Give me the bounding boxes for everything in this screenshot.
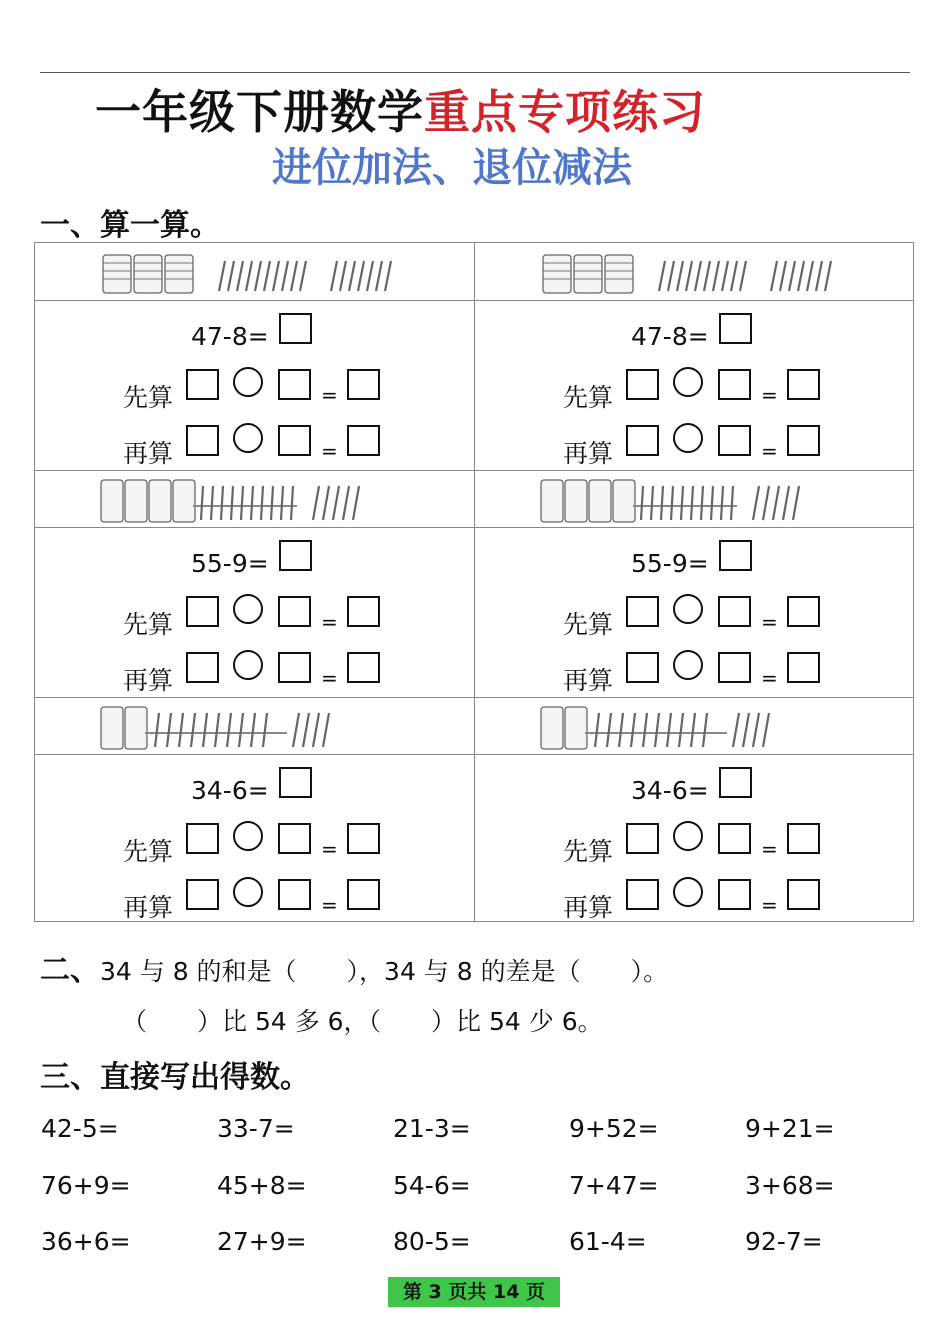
result-box[interactable] <box>787 823 820 854</box>
drill-problem: 36+6= <box>41 1227 131 1256</box>
operator-circle[interactable] <box>233 367 263 397</box>
drill-problem: 3+68= <box>745 1171 835 1200</box>
operand-box[interactable] <box>626 369 659 400</box>
operator-circle[interactable] <box>673 594 703 624</box>
operator-circle[interactable] <box>233 877 263 907</box>
equals-sign: = <box>321 439 338 463</box>
first-step-label: 先算 <box>123 837 174 866</box>
first-step-label: 先算 <box>563 610 614 639</box>
result-box[interactable] <box>347 652 380 683</box>
operator-circle[interactable] <box>233 821 263 851</box>
result-box[interactable] <box>787 369 820 400</box>
drill-problem: 61-4= <box>569 1227 647 1256</box>
second-step-label: 再算 <box>123 893 174 922</box>
drill-problem: 21-3= <box>393 1114 471 1143</box>
equals-sign: = <box>761 610 778 634</box>
operand-box[interactable] <box>186 425 219 456</box>
result-box[interactable] <box>787 596 820 627</box>
operator-circle[interactable] <box>233 594 263 624</box>
problem-expression: 34-6= <box>191 776 269 805</box>
first-step-label: 先算 <box>123 383 174 412</box>
answer-box[interactable] <box>279 540 312 571</box>
equals-sign: = <box>321 837 338 861</box>
drill-problem: 76+9= <box>41 1171 131 1200</box>
operand-box[interactable] <box>186 596 219 627</box>
page-title <box>95 76 706 142</box>
operand-box[interactable] <box>626 425 659 456</box>
section3-heading: 三、直接写出得数。 <box>40 1060 310 1095</box>
result-box[interactable] <box>347 596 380 627</box>
equals-sign: = <box>321 610 338 634</box>
grid-row-line <box>35 527 913 528</box>
problem-expression: 34-6= <box>631 776 709 805</box>
first-step-label: 先算 <box>123 610 174 639</box>
section2-heading: 二、 <box>40 953 100 988</box>
equals-sign: = <box>761 383 778 407</box>
drill-problem: 92-7= <box>745 1227 823 1256</box>
equals-sign: = <box>321 666 338 690</box>
grid-column-divider <box>474 243 475 921</box>
answer-box[interactable] <box>719 767 752 798</box>
operand-box[interactable] <box>278 823 311 854</box>
result-box[interactable] <box>347 879 380 910</box>
section2-line2: （ ）比 54 多 6，（ ）比 54 少 6。 <box>122 1007 603 1036</box>
title-red-part: 重点专项练习 <box>424 85 706 139</box>
second-step-label: 再算 <box>563 439 614 468</box>
exercise-grid <box>34 242 914 922</box>
operand-box[interactable] <box>718 879 751 910</box>
equals-sign: = <box>761 666 778 690</box>
drill-problem: 45+8= <box>217 1171 307 1200</box>
operand-box[interactable] <box>278 596 311 627</box>
operand-box[interactable] <box>186 652 219 683</box>
operand-box[interactable] <box>186 879 219 910</box>
second-step-label: 再算 <box>123 439 174 468</box>
operator-circle[interactable] <box>673 367 703 397</box>
drill-problem: 7+47= <box>569 1171 659 1200</box>
section2-question1: 34 与 8 的和是（ ），34 与 8 的差是（ ）。 <box>100 957 669 986</box>
operand-box[interactable] <box>626 596 659 627</box>
grid-row-line <box>35 470 913 471</box>
drill-problem: 9+52= <box>569 1114 659 1143</box>
section1-heading: 一、算一算。 <box>40 208 220 243</box>
operand-box[interactable] <box>278 652 311 683</box>
operand-box[interactable] <box>278 425 311 456</box>
equals-sign: = <box>761 837 778 861</box>
equals-sign: = <box>321 383 338 407</box>
second-step-label: 再算 <box>563 893 614 922</box>
page-subtitle: 进位加法、退位减法 <box>272 145 632 191</box>
answer-box[interactable] <box>719 313 752 344</box>
answer-box[interactable] <box>279 767 312 798</box>
result-box[interactable] <box>787 425 820 456</box>
result-box[interactable] <box>787 652 820 683</box>
operand-box[interactable] <box>278 369 311 400</box>
operand-box[interactable] <box>718 425 751 456</box>
operand-box[interactable] <box>626 879 659 910</box>
first-step-label: 先算 <box>563 383 614 412</box>
problem-expression: 47-8= <box>191 322 269 351</box>
result-box[interactable] <box>787 879 820 910</box>
title-black-part: 一年级下册数学 <box>95 85 424 139</box>
drill-problem: 9+21= <box>745 1114 835 1143</box>
operand-box[interactable] <box>626 652 659 683</box>
counting-sticks-picture-34 <box>97 701 417 753</box>
section2-line1 <box>40 945 668 989</box>
grid-row-line <box>35 697 913 698</box>
drill-problem: 42-5= <box>41 1114 119 1143</box>
operand-box[interactable] <box>718 823 751 854</box>
drill-problem: 54-6= <box>393 1171 471 1200</box>
result-box[interactable] <box>347 425 380 456</box>
problem-expression: 47-8= <box>631 322 709 351</box>
equals-sign: = <box>761 439 778 463</box>
operator-circle[interactable] <box>233 650 263 680</box>
operand-box[interactable] <box>718 596 751 627</box>
problem-expression: 55-9= <box>191 549 269 578</box>
answer-box[interactable] <box>279 313 312 344</box>
grid-row-line <box>35 754 913 755</box>
counting-sticks-picture-47 <box>97 247 417 299</box>
grid-row-line <box>35 300 913 301</box>
top-rule <box>40 72 910 73</box>
operand-box[interactable] <box>718 652 751 683</box>
operand-box[interactable] <box>626 823 659 854</box>
equals-sign: = <box>761 893 778 917</box>
operand-box[interactable] <box>718 369 751 400</box>
operator-circle[interactable] <box>673 877 703 907</box>
operand-box[interactable] <box>278 879 311 910</box>
counting-sticks-picture-55 <box>537 474 857 526</box>
first-step-label: 先算 <box>563 837 614 866</box>
operand-box[interactable] <box>186 369 219 400</box>
drill-problem: 80-5= <box>393 1227 471 1256</box>
counting-sticks-picture-55 <box>97 474 417 526</box>
operand-box[interactable] <box>186 823 219 854</box>
operator-circle[interactable] <box>673 423 703 453</box>
result-box[interactable] <box>347 823 380 854</box>
answer-box[interactable] <box>719 540 752 571</box>
page-number-badge: 第 3 页共 14 页 <box>388 1277 560 1307</box>
counting-sticks-picture-47 <box>537 247 857 299</box>
drill-problem: 33-7= <box>217 1114 295 1143</box>
result-box[interactable] <box>347 369 380 400</box>
second-step-label: 再算 <box>123 666 174 695</box>
operator-circle[interactable] <box>233 423 263 453</box>
counting-sticks-picture-34 <box>537 701 857 753</box>
second-step-label: 再算 <box>563 666 614 695</box>
equals-sign: = <box>321 893 338 917</box>
operator-circle[interactable] <box>673 821 703 851</box>
drill-problem: 27+9= <box>217 1227 307 1256</box>
operator-circle[interactable] <box>673 650 703 680</box>
problem-expression: 55-9= <box>631 549 709 578</box>
